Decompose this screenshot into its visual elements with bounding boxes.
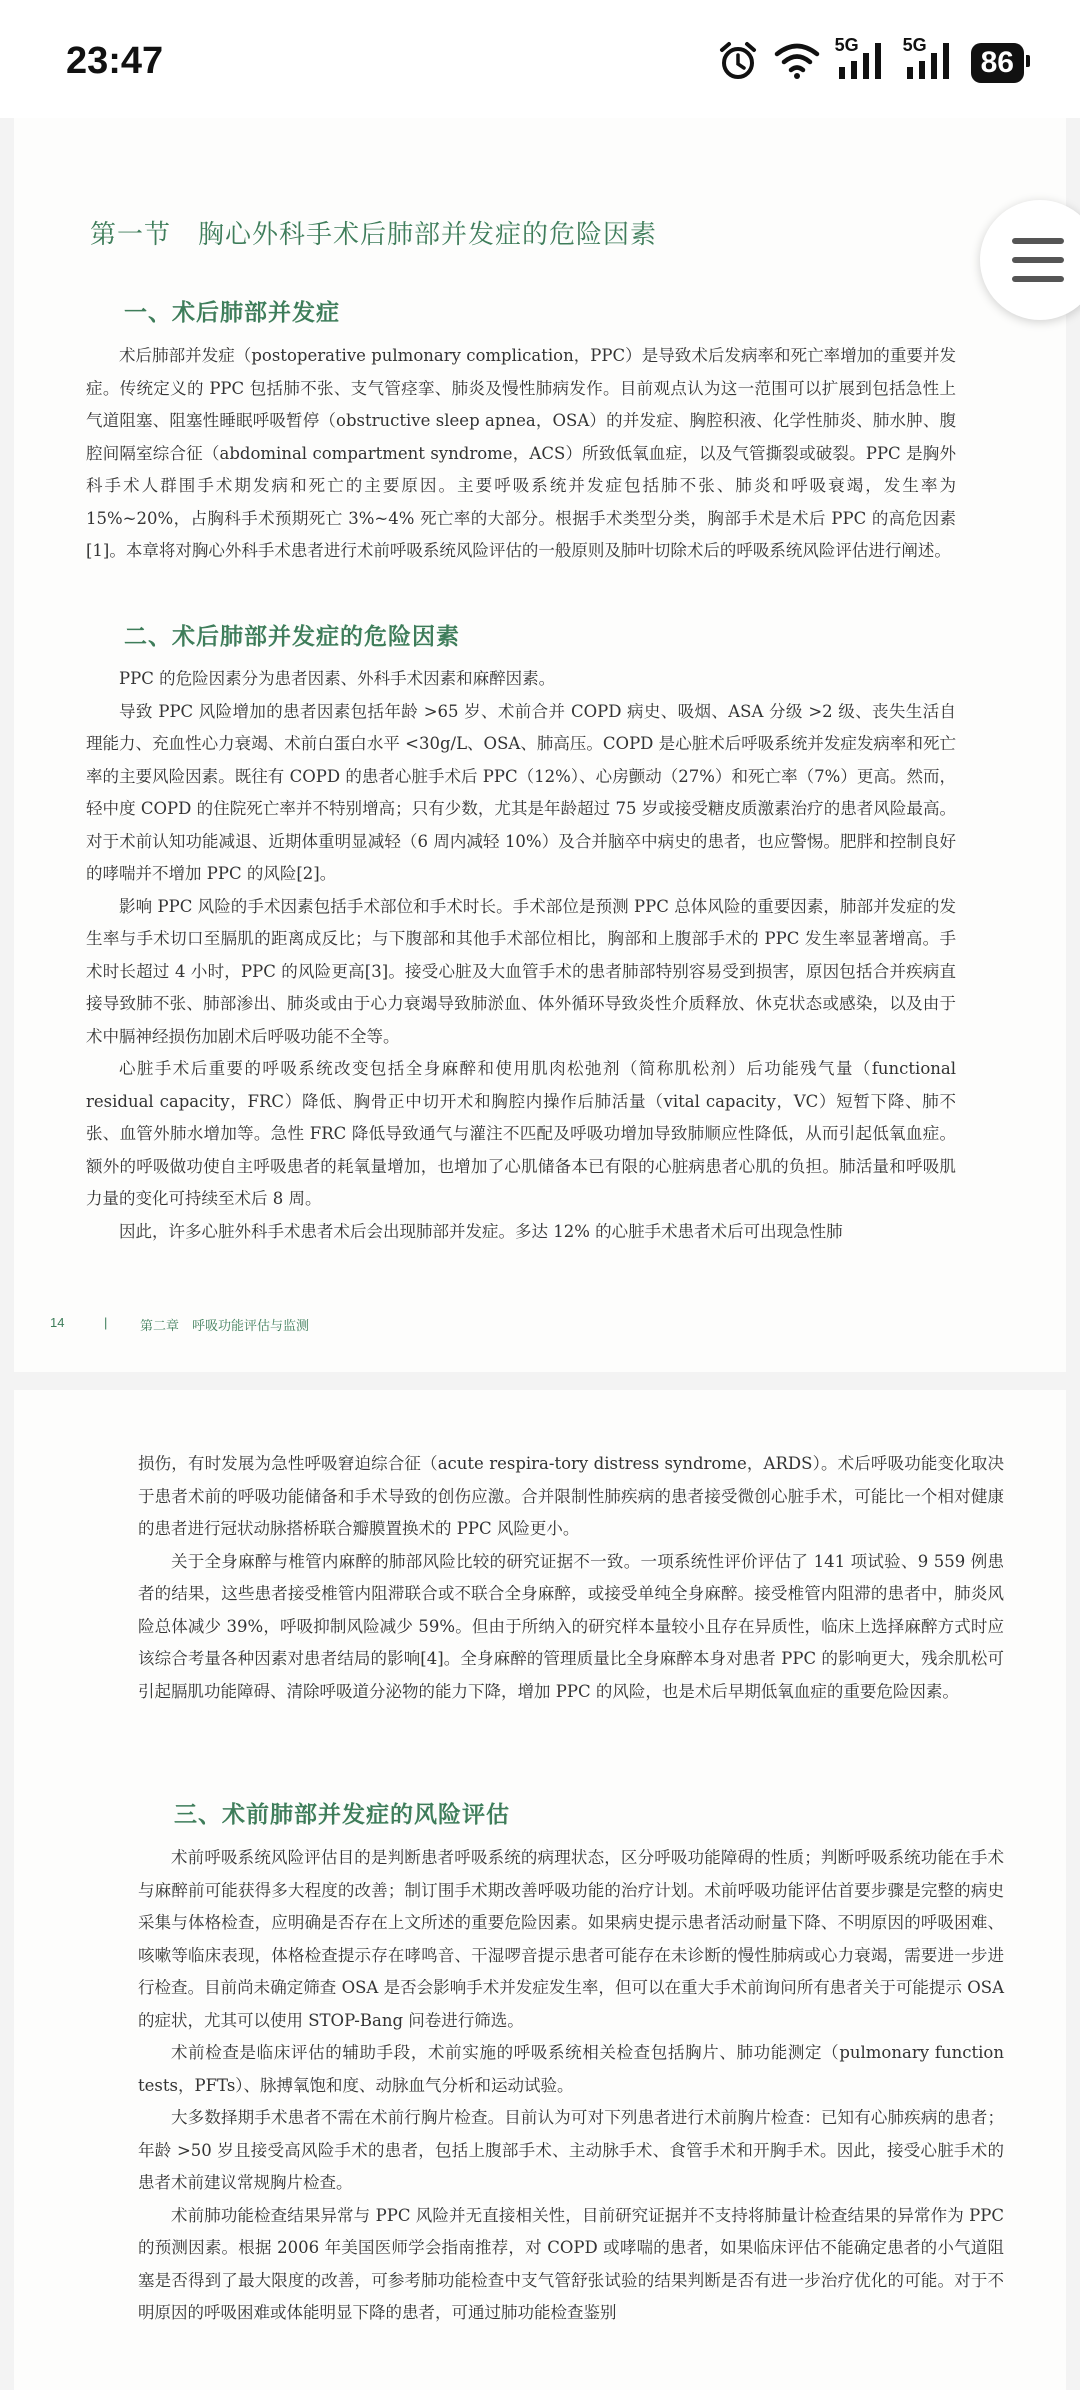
paragraph: 大多数择期手术患者不需在术前行胸片检查。目前认为可对下列患者进行术前胸片检查：已知有心肺疾病的患者；年龄 >50 岁且接受高风险手术的患者，包括上腹部手术、主动脉手术、食管手术和开胸手术。因此，接受心脏手术的患者术前建议常规胸片检查。 [138,2108,1004,2192]
paragraph: 因此，许多心脏外科手术患者术后会出现肺部并发症。多达 12% 的心脏手术患者术后可出现急性肺 [119,1221,843,1241]
status-icons [717,35,1024,86]
running-footer: 第二章 呼吸功能评估与监测 [140,1318,310,1333]
footer-separator: | [104,1315,108,1330]
paragraph: PPC 的危险因素分为患者因素、外科手术因素和麻醉因素。 [119,669,556,688]
paragraph: 导致 PPC 风险增加的患者因素包括年龄 >65 岁、术前合并 COPD 病史、吸烟、ASA 分级 >2 级、丧失生活自理能力、充血性心力衰竭、术前白蛋白水平 <30g/L、OSA、肺高压。COPD 是心脏术后呼吸系统并发症发病率和死亡率的主要风险因素。既往有 COPD 的患者心脏手术后 PPC（12%）、心房颤动（27%）和死亡率（7%）更高。然而，轻中度 COPD 的住院死亡率并不特别增高；只有少数，尤其是年龄超过 75 岁或接受糖皮质激素治疗的患者风险最高。对于术前认知功能减退、近期体重明显减轻（6 周内减轻 10%）及合并脑卒中病史的患者，也应警惕。肥胖和控制良好的哮喘并不增加 PPC 的风险[2]。 [86,701,956,883]
section-heading: 三、术前肺部并发症的风险评估 [174,1801,510,1828]
chapter-title: 第一节 胸心外科手术后肺部并发症的危险因素 [90,220,658,250]
paragraph: 心脏手术后重要的呼吸系统改变包括全身麻醉和使用肌肉松弛剂（简称肌松剂）后功能残气量（functional residual capacity，FRC）降低、胸骨正中切开术和胸腔内操作后肺活量（vital capacity，VC）短暂下降、肺不张、血管外肺水增加等。急性 FRC 降低导致通气与灌注不匹配及呼吸功增加导致肺顺应性降低，从而引起低氧血症。额外的呼吸做功使自主呼吸患者的耗氧量增加，也增加了心肌储备本已有限的心脏病患者心肌的负担。肺活量和呼吸肌力量的变化可持续至术后 8 周。 [86,1059,956,1208]
signal-5g-icon [902,35,957,85]
paragraph: 损伤，有时发展为急性呼吸窘迫综合征（acute respira-tory distress syndrome，ARDS）。术后呼吸功能变化取决于患者术前的呼吸功能储备和手术导致的创伤应激。合并限制性肺疾病的患者接受微创心脏手术，可能比一个相对健康的患者进行冠状动脉搭桥联合瓣膜置换术的 PPC 风险更小。 [138,1454,1004,1538]
alarm-icon [717,40,759,86]
document-page [14,1390,1066,2390]
paragraph: 术前肺功能检查结果异常与 PPC 风险并无直接相关性，目前研究证据并不支持将肺量计检查结果的异常作为 PPC 的预测因素。根据 2006 年美国医师学会指南推荐，对 COPD 或哮喘的患者，如果临床评估不能确定患者的小气道阻塞是否得到了最大限度的改善，可参考肺功能检查中支气管舒张试验的结果判断是否有进一步治疗优化的可能。对于不明原因的呼吸困难或体能明显下降的患者，可通过肺功能检查鉴别 [138,2205,1004,2322]
signal-label: 5G [902,35,927,55]
signal-5g-icon [834,35,889,85]
paragraph: 影响 PPC 风险的手术因素包括手术部位和手术时长。手术部位是预测 PPC 总体风险的重要因素，肺部并发症的发生率与手术切口至膈肌的距离成反比；与下腹部和其他手术部位相比，胸部和上腹部手术的 PPC 发生率显著增高。手术时长超过 4 小时，PPC 的风险更高[3]。接受心脏及大血管手术的患者肺部特别容易受到损害，原因包括合并疾病直接导致肺不张、肺部渗出、肺炎或由于心力衰竭导致肺淤血、体外循环导致炎性介质释放、休克状态或感染，以及由于术中膈神经损伤加剧术后呼吸功能不全等。 [86,896,956,1046]
section-heading: 一、术后肺部并发症 [124,299,340,326]
paragraph: 术后肺部并发症（postoperative pulmonary complication，PPC）是导致术后发病率和死亡率增加的重要并发症。传统定义的 PPC 包括肺不张、支气管痉挛、肺炎及慢性肺病发作。目前观点认为这一范围可以扩展到包括急性上气道阻塞、阻塞性睡眠呼吸暂停（obstructive sleep apnea，OSA）的并发症、胸腔积液、化学性肺炎、肺水肿、腹腔间隔室综合征（abdominal compartment syndrome，ACS）所致低氧血症，以及气管撕裂或破裂。PPC 是胸外科手术人群围手术期发病和死亡的主要原因。主要呼吸系统并发症包括肺不张、肺炎和呼吸衰竭，发生率为 15%~20%，占胸科手术预期死亡 3%~4% 死亡率的大部分。根据手术类型分类，胸部手术是术后 PPC 的高危因素[1]。本章将对胸心外科手术患者进行术前呼吸系统风险评估的一般原则及肺叶切除术后的呼吸系统风险评估进行阐述。 [86,346,956,560]
paragraph: 术前呼吸系统风险评估目的是判断患者呼吸系统的病理状态，区分呼吸功能障碍的性质；判断呼吸系统功能在手术与麻醉前可能获得多大程度的改善；制订围手术期改善呼吸功能的治疗计划。术前呼吸功能评估首要步骤是完整的病史采集与体格检查，应明确是否存在上文所述的重要危险因素。如果病史提示患者活动耐量下降、不明原因的呼吸困难、咳嗽等临床表现，体格检查提示存在哮鸣音、干湿啰音提示患者可能存在未诊断的慢性肺病或心力衰竭，需要进一步进行检查。目前尚未确定筛查 OSA 是否会影响手术并发症发生率，但可以在重大手术前询问所有患者关于可能提示 OSA 的症状，尤其可以使用 STOP-Bang 问卷进行筛选。 [138,1848,1004,2030]
status-bar [0,0,1080,118]
battery-icon: 86 [971,43,1024,83]
paragraph: 关于全身麻醉与椎管内麻醉的肺部风险比较的研究证据不一致。一项系统性评价评估了 141 项试验、9 559 例患者的结果，这些患者接受椎管内阻滞联合或不联合全身麻醉，或接受单纯全身麻醉。接受椎管内阻滞的患者中，肺炎风险总体减少 39%，呼吸抑制风险减少 59%。但由于所纳入的研究样本量较小且存在异质性，临床上选择麻醉方式时应该综合考量各种因素对患者结局的影响[4]。全身麻醉的管理质量比全身麻醉本身对患者 PPC 的影响更大，残余肌松可引起膈肌功能障碍、清除呼吸道分泌物的能力下降，增加 PPC 的风险，也是术后早期低氧血症的重要危险因素。 [138,1551,1004,1701]
document-page [14,118,1066,1372]
section-heading: 二、术后肺部并发症的危险因素 [124,623,460,650]
page-number: 14 [50,1315,65,1330]
status-time: 23:47 [66,40,164,82]
signal-label: 5G [834,35,859,55]
paragraph: 术前检查是临床评估的辅助手段，术前实施的呼吸系统相关检查包括胸片、肺功能测定（pulmonary function tests，PFTs）、脉搏氧饱和度、动脉血气分析和运动试验。 [138,2043,1004,2095]
wifi-icon [773,42,821,84]
